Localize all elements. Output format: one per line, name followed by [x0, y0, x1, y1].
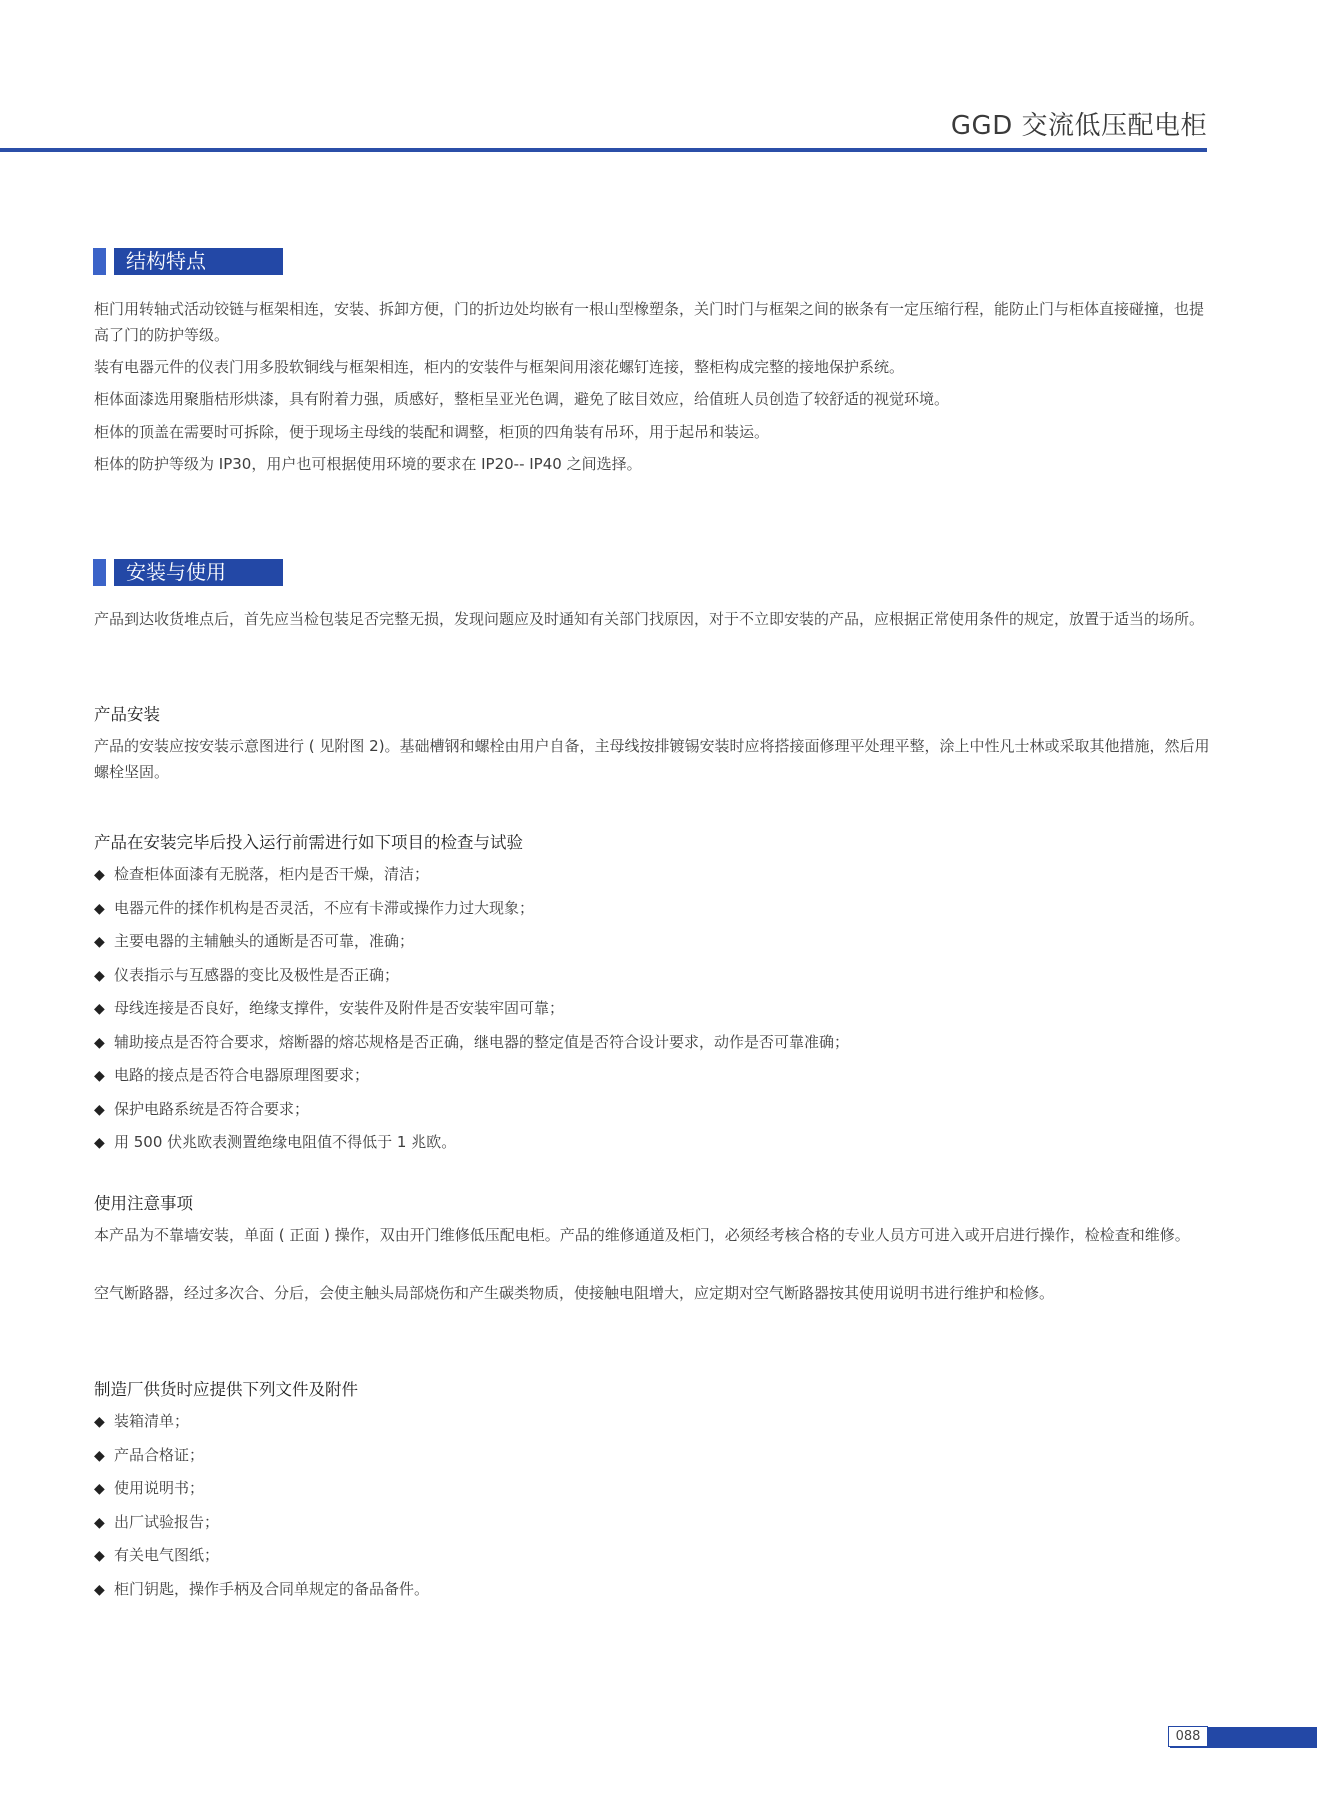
usage-notes-paragraph: 空气断路器，经过多次合、分后，会使主触头局部烧伤和产生碳类物质，使接触电阻增大，应定期对空气断路器按其使用说明书进行维护和检修。 [94, 1284, 1055, 1302]
list-item: ◆ 辅助接点是否符合要求，熔断器的熔芯规格是否正确，继电器的整定值是否符合设计要求，动作是否可靠准确； [94, 1026, 849, 1060]
inspection-list [94, 858, 849, 1160]
diamond-bullet-icon: ◆ [94, 934, 105, 950]
section-heading-structure [93, 248, 283, 275]
list-item: ◆ 检查柜体面漆有无脱落，柜内是否干燥，清洁； [94, 858, 849, 892]
documents-list [94, 1405, 429, 1606]
diamond-bullet-icon: ◆ [94, 1068, 105, 1084]
diamond-bullet-icon: ◆ [94, 1548, 105, 1564]
header-rule [0, 148, 1207, 152]
page-number: 088 [1168, 1726, 1208, 1747]
list-item: ◆ 仪表指示与互感器的变比及极性是否正确； [94, 959, 849, 993]
structure-paragraph: 柜体的防护等级为 IP30，用户也可根据使用环境的要求在 IP20-- IP40 之间选择。 [94, 455, 642, 473]
list-item: ◆ 用 500 伏兆欧表测置绝缘电阻值不得低于 1 兆欧。 [94, 1126, 849, 1160]
list-item: ◆ 电路的接点是否符合电器原理图要求； [94, 1059, 849, 1093]
diamond-bullet-icon: ◆ [94, 867, 105, 883]
diamond-bullet-icon: ◆ [94, 1514, 105, 1531]
structure-paragraph: 装有电器元件的仪表门用多股软铜线与框架相连，柜内的安装件与框架间用滚花螺钉连接，整柜构成完整的接地保护系统。 [94, 358, 905, 376]
usage-notes-paragraph: 本产品为不靠墙安装，单面 ( 正面 ) 操作，双由开门维修低压配电柜。产品的维修通道及柜门，必须经考核合格的专业人员方可进入或开启进行操作，检检查和维修。 [94, 1226, 1190, 1244]
product-install-title: 产品安装 [94, 705, 160, 724]
diamond-bullet-icon: ◆ [94, 1581, 105, 1598]
documents-title: 制造厂供货时应提供下列文件及附件 [94, 1380, 358, 1399]
list-item: ◆ 电器元件的揉作机构是否灵活，不应有卡滞或操作力过大现象； [94, 892, 849, 926]
list-item: ◆ 有关电气图纸； [94, 1539, 429, 1573]
list-item: ◆ 装箱清单； [94, 1405, 429, 1439]
product-install-text: 产品的安装应按安装示意图进行 ( 见附图 2)。基础槽钢和螺栓由用户自备，主母线按排镀锡安装时应将搭接面修理平处理平整，涂上中性凡士林或采取其他措施，然后用螺栓坚固。 [94, 737, 1210, 781]
list-item: ◆ 主要电器的主辅触头的通断是否可靠，准确； [94, 925, 849, 959]
diamond-bullet-icon: ◆ [94, 1414, 105, 1430]
structure-paragraph: 柜门用转轴式活动铰链与框架相连，安装、拆卸方便，门的折边处均嵌有一根山型橡塑条，关门时门与框架之间的嵌条有一定压缩行程，能防止门与柜体直接碰撞，也提高了门的防护等级。 [94, 300, 1205, 344]
list-item: ◆ 产品合格证； [94, 1439, 429, 1473]
list-item: ◆ 柜门钥匙，操作手柄及合同单规定的备品备件。 [94, 1573, 429, 1607]
diamond-bullet-icon: ◆ [94, 900, 105, 917]
diamond-bullet-icon: ◆ [94, 1135, 105, 1151]
diamond-bullet-icon: ◆ [94, 1481, 105, 1497]
diamond-bullet-icon: ◆ [94, 1101, 105, 1118]
usage-notes-title: 使用注意事项 [94, 1194, 193, 1213]
diamond-bullet-icon: ◆ [94, 1034, 105, 1051]
structure-paragraph: 柜体的顶盖在需要时可拆除，便于现场主母线的装配和调整，柜顶的四角装有吊环，用于起吊和装运。 [94, 423, 770, 441]
heading-accent-bar [93, 248, 106, 275]
section-title: 安装与使用 [114, 559, 283, 586]
section-title: 结构特点 [114, 248, 283, 275]
diamond-bullet-icon: ◆ [94, 1001, 105, 1017]
list-item: ◆ 母线连接是否良好，绝缘支撑件，安装件及附件是否安装牢固可靠； [94, 992, 849, 1026]
diamond-bullet-icon: ◆ [94, 967, 105, 984]
list-item: ◆ 保护电路系统是否符合要求； [94, 1093, 849, 1127]
heading-accent-bar [93, 559, 106, 586]
install-intro: 产品到达收货堆点后，首先应当检包装足否完整无损，发现问题应及时通知有关部门找原因，对于不立即安装的产品，应根据正常使用条件的规定，放置于适当的场所。 [94, 610, 1205, 628]
structure-paragraph: 柜体面漆选用聚脂桔形烘漆，具有附着力强，质感好，整柜呈亚光色调，避免了眩目效应，给值班人员创造了较舒适的视觉环境。 [94, 390, 950, 408]
section-heading-install [93, 559, 283, 586]
inspection-title: 产品在安装完毕后投入运行前需进行如下项目的检查与试验 [94, 833, 523, 852]
list-item: ◆ 出厂试验报告； [94, 1506, 429, 1540]
list-item: ◆ 使用说明书； [94, 1472, 429, 1506]
header-title: GGD 交流低压配电柜 [950, 111, 1207, 141]
diamond-bullet-icon: ◆ [94, 1447, 105, 1464]
